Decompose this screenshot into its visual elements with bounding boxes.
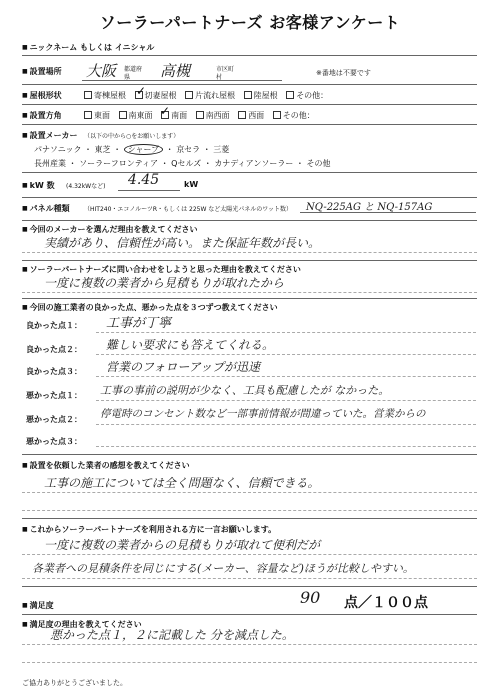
maker-option[interactable]: 東芝 — [94, 145, 111, 154]
maker-option[interactable]: 三菱 — [213, 145, 230, 154]
divider — [22, 260, 477, 261]
divider — [22, 55, 477, 56]
direction-options — [84, 110, 321, 121]
nickname-label: ■ ニックネーム もしくは イニシャル — [22, 42, 154, 53]
kw-value: 4.45 — [128, 172, 160, 188]
divider — [22, 172, 477, 173]
maker-reason-answer: 実績があり、信頼性が高い。また保証年数が長い。 — [44, 236, 321, 250]
prefecture-value: 大阪 — [86, 62, 117, 80]
roof-options — [84, 90, 334, 101]
checkbox[interactable] — [119, 111, 127, 119]
maker-row-1: パナソニック ・ 東芝 ・ シャープ ・ 京セラ ・ 三菱 — [34, 145, 230, 154]
roof-option[interactable]: 片流れ屋根 — [185, 90, 235, 101]
maker-option[interactable]: カナディアンソーラー — [214, 159, 294, 168]
answer-line — [22, 292, 477, 293]
bad-point-3-label: 悪かった点３： — [26, 437, 82, 446]
answer-line — [96, 332, 476, 333]
direction-option[interactable]: その他： — [273, 110, 315, 121]
direction-option[interactable]: 南東面 — [119, 110, 153, 121]
divider — [22, 124, 477, 125]
roof-option-checked[interactable]: 切妻屋根 — [135, 90, 177, 101]
maker-label: ■ 設置メーカー — [22, 130, 78, 141]
kw-label: ■ kW 数 — [22, 180, 55, 191]
answer-line — [22, 492, 477, 493]
panel-label: ■ パネル種類 — [22, 203, 70, 214]
divider — [22, 518, 477, 519]
impression-label: ■ 設置を依頼した業者の感想を教えてください — [22, 460, 190, 471]
divider — [22, 586, 477, 587]
good-point-3-label: 良かった点３： — [26, 367, 82, 376]
message-label: ■ これからソーラーパートナーズを利用される方に一言お願いします。 — [22, 524, 276, 535]
location-label: ■ 設置場所 — [22, 66, 62, 77]
contact-reason-label: ■ ソーラーパートナーズに問い合わせをしようと思った理由を教えてください — [22, 264, 301, 275]
direction-option[interactable]: 東面 — [84, 110, 110, 121]
divider — [22, 614, 477, 615]
checkbox[interactable] — [244, 91, 252, 99]
check-mark-icon: ✓ — [136, 84, 147, 98]
answer-line — [22, 662, 477, 663]
answer-line — [22, 252, 477, 253]
message-answer-line-1: 一度に複数の業者からの見積もりが取れて便利だが — [44, 538, 321, 552]
satisfaction-reason-answer: 悪かった点１，２に記載した 分を減点した。 — [50, 628, 294, 642]
bad-point-1-label: 悪かった点１： — [26, 391, 82, 400]
maker-option[interactable]: 長州産業 — [34, 159, 66, 168]
good-bad-label: ■ 今回の施工業者の良かった点、悪かった点を３つずつ教えてください — [22, 302, 278, 313]
maker-reason-label: ■ 今回のメーカーを選んだ理由を教えてください — [22, 224, 198, 235]
bad-point-2-answer: 停電時のコンセント数など一部事前情報が間違っていた。営業からの — [100, 408, 426, 420]
maker-option-circled[interactable]: シャープ — [124, 144, 163, 155]
divider — [22, 454, 477, 455]
satisfaction-label: ■ 満足度 — [22, 600, 54, 611]
message-answer-line-2: 各業者への見積条件を同じにする(メーカー、容量など)ほうが比較しやすい。 — [32, 562, 414, 575]
checkbox[interactable] — [196, 111, 204, 119]
satisfaction-value: 90 — [300, 588, 321, 607]
maker-hint: （以下の中から○をお願いします） — [84, 133, 180, 140]
answer-line — [22, 554, 477, 555]
bad-point-1-answer: 工事の事前の説明が少なく、工具も配慮したが なかった。 — [100, 384, 390, 397]
maker-row-2: 長州産業 ・ ソーラーフロンティア ・ Qセルズ ・ カナディアンソーラー ・ その他 — [34, 159, 331, 168]
answer-line — [96, 400, 476, 401]
divider — [22, 220, 477, 221]
city-suffix: 市区町村 — [216, 66, 235, 81]
bad-point-2-label: 悪かった点２： — [26, 415, 82, 424]
roof-label: ■ 屋根形状 — [22, 90, 62, 101]
good-point-3-answer: 営業のフォローアップが迅速 — [106, 360, 260, 374]
panel-hint: （HIT240・エコノルーツR・もしくは 225W など太陽光パネルのワット数） — [84, 206, 292, 213]
direction-label: ■ 設置方角 — [22, 110, 62, 121]
satisfaction-reason-label: ■ 満足度の理由を教えてください — [22, 619, 142, 630]
direction-option[interactable]: 南西面 — [196, 110, 230, 121]
checkbox[interactable] — [273, 111, 281, 119]
answer-line — [96, 354, 476, 355]
checkbox[interactable] — [84, 111, 92, 119]
maker-option[interactable]: Qセルズ — [171, 159, 202, 168]
city-value: 高槻 — [160, 62, 191, 80]
checkbox[interactable] — [185, 91, 193, 99]
divider — [22, 298, 477, 299]
roof-option[interactable]: 陸屋根 — [244, 90, 278, 101]
form-title: ソーラーパートナーズ お客様アンケート — [99, 13, 401, 32]
location-note: ※番地は不要です — [316, 69, 371, 77]
maker-option[interactable]: パナソニック — [34, 145, 82, 154]
answer-line — [22, 510, 477, 511]
checkbox[interactable] — [286, 91, 294, 99]
direction-option-checked[interactable]: 南面 — [161, 110, 187, 121]
panel-underline — [300, 212, 476, 213]
kw-unit: kW — [184, 180, 199, 189]
impression-answer: 工事の施工については全く問題なく、信頼できる。 — [44, 476, 320, 490]
answer-line — [96, 446, 476, 447]
answer-line — [96, 376, 476, 377]
satisfaction-suffix: 点／１００点 — [344, 595, 428, 611]
maker-option[interactable]: ソーラーフロンティア — [79, 159, 159, 168]
maker-option[interactable]: その他 — [306, 159, 331, 168]
good-point-1-label: 良かった点１： — [26, 321, 82, 330]
maker-option[interactable]: 京セラ — [176, 145, 201, 154]
kw-underline — [118, 190, 180, 191]
check-mark-icon: ✓ — [160, 104, 171, 118]
divider — [22, 84, 477, 85]
divider — [22, 104, 477, 105]
answer-line — [22, 644, 477, 645]
footer-thanks: ご協力ありがとうございました。 — [22, 679, 127, 687]
roof-option[interactable]: 寄棟屋根 — [84, 90, 126, 101]
direction-option[interactable]: 西面 — [238, 110, 264, 121]
panel-value: NQ-225AG と NQ-157AG — [306, 202, 433, 213]
good-point-2-label: 良かった点２： — [26, 345, 82, 354]
good-point-1-answer: 工事が丁寧 — [106, 316, 172, 331]
good-point-2-answer: 難しい要求にも答えてくれる。 — [106, 338, 275, 352]
kw-hint: (4.32kWなど) — [66, 183, 106, 190]
checkbox[interactable] — [238, 111, 246, 119]
answer-line — [22, 578, 477, 579]
answer-line — [96, 424, 476, 425]
location-underline — [82, 80, 282, 81]
contact-reason-answer: 一度に複数の業者から見積もりが取れたから — [44, 276, 285, 290]
checkbox[interactable] — [84, 91, 92, 99]
prefecture-suffix: 都道府県 — [124, 66, 143, 81]
roof-option[interactable]: その他： — [286, 90, 328, 101]
